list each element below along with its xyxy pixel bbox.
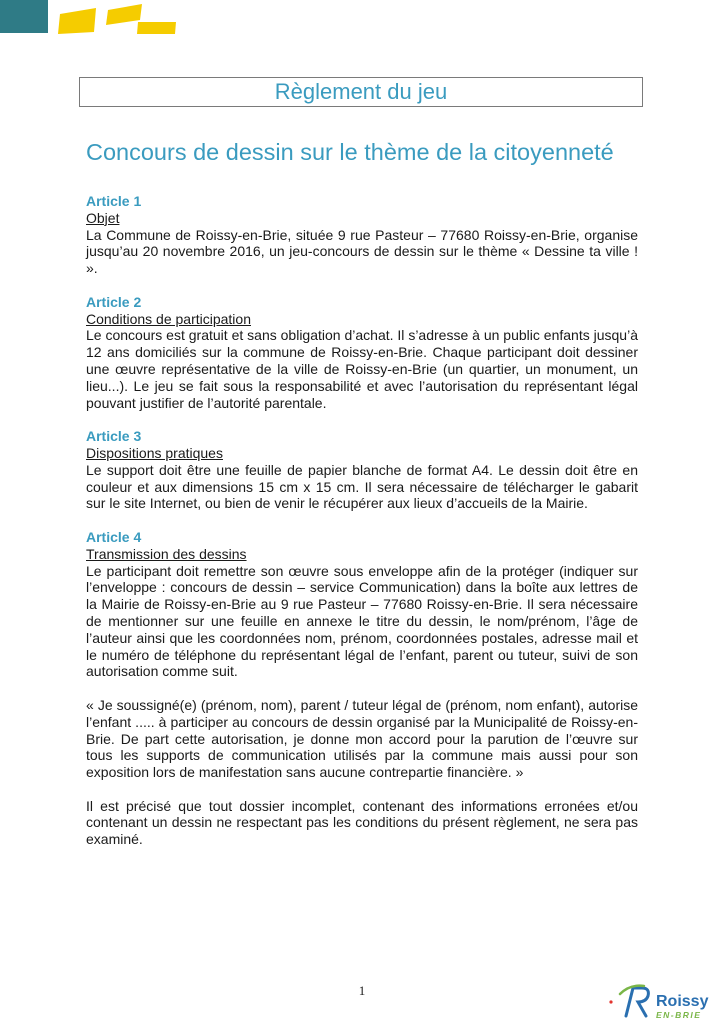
article-paragraph: Le concours est gratuit et sans obligation d’achat. Il s’adresse à un public enfants jusqu’à 12 ans domiciliés sur la commune de Roissy-en-Brie. Chaque participant doit dessiner une œuvre représentative de la ville de Roissy-en-Brie (un quartier, un monument, un lieu...). Le jeu se fait sous la responsabilité et avec l’autorisation du représentant légal pouvant justifier de l’autorité parentale. xyxy=(86,327,638,411)
article-4 xyxy=(86,529,638,848)
article-title: Objet xyxy=(86,209,120,226)
article-paragraph: Le support doit être une feuille de papier blanche de format A4. Le dessin doit être en couleur et aux dimensions 15 cm x 15 cm. Il sera nécessaire de télécharger le gabarit sur le site Internet, ou bien de venir le récupérer aux lieux d’accueils de la Mairie. xyxy=(86,461,638,512)
logo-sub: EN-BRIE xyxy=(656,1010,702,1020)
title-box xyxy=(79,77,643,107)
article-paragraph: La Commune de Roissy-en-Brie, située 9 rue Pasteur – 77680 Roissy-en-Brie, organise jusqu’au 20 novembre 2016, un jeu-concours de dessin sur le thème « Dessine ta ville ! ». xyxy=(86,226,638,277)
article-number: Article 3 xyxy=(86,428,142,445)
article-2 xyxy=(86,294,638,412)
article-title: Transmission des dessins xyxy=(86,545,247,562)
page-subtitle: Concours de dessin sur le thème de la citoyenneté xyxy=(86,139,614,165)
logo-name: Roissy xyxy=(656,993,709,1010)
article-number: Article 2 xyxy=(86,293,142,310)
article-3 xyxy=(86,428,638,512)
article-title: Dispositions pratiques xyxy=(86,444,223,461)
article-number: Article 1 xyxy=(86,193,142,209)
article-title: Conditions de participation xyxy=(86,310,251,327)
rules-content xyxy=(86,193,638,865)
page-number: 1 xyxy=(358,983,366,998)
authorization-quote: « Je soussigné(e) (prénom, nom), parent / tuteur légal de (prénom, nom enfant), autorise l’enfant ..... à participer au concours de dessin organisé par la Municipalité de Roissy-en-Brie. De part cette autorisation, je donne mon accord pour la parution de l’œuvre sur tous les supports de communication utilisés par la commune mais aussi pour son exposition lors de manifestation sans aucune contrepartie financière. » xyxy=(86,696,638,781)
roissy-en-brie-logo xyxy=(606,980,724,1024)
article-paragraph: Le participant doit remettre son œuvre sous enveloppe afin de la protéger (indiquer sur l’enveloppe : concours de dessin – service Communication) dans la boîte aux lettres de la Mairie de Roissy-en-Brie au 9 rue Pasteur – 77680 Roissy-en-Brie. Il sera nécessaire de mentionner sur une feuille en annexe le titre du dessin, le nom/prénom, l’âge de l’auteur ainsi que les coordonnées nom, prénom, coordonnées postales, adresse mail et le numéro de téléphone du représentant légal de l’enfant, parent ou tuteur, suivi de son autorisation comme suit. xyxy=(86,562,638,680)
header-yellow-shapes xyxy=(0,0,180,40)
page-title: Règlement du jeu xyxy=(274,79,448,104)
article-number: Article 4 xyxy=(86,528,142,545)
article-paragraph: Il est précisé que tout dossier incomplet, contenant des informations erronées et/ou contenant un dessin ne respectant pas les conditions du présent règlement, ne sera pas examiné. xyxy=(86,797,638,848)
article-1 xyxy=(86,193,638,277)
